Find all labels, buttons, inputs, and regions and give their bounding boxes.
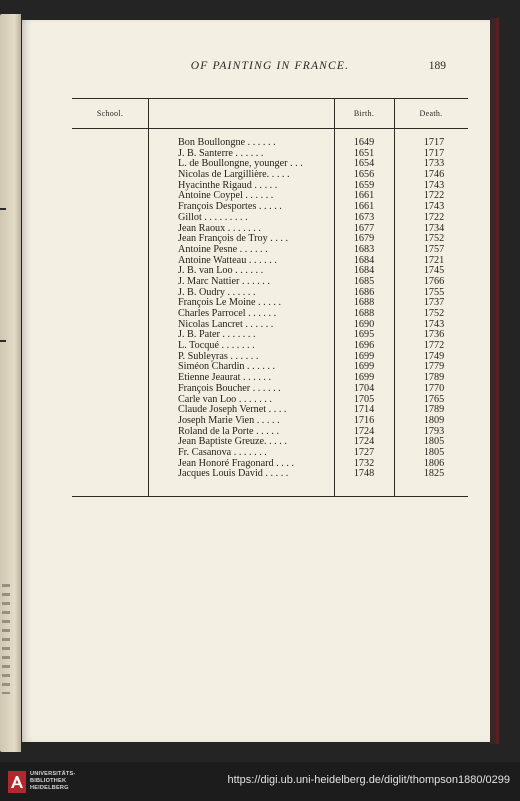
birth-year: 1684 [353,254,375,266]
birth-year: 1661 [353,190,375,202]
death-year: 1789 [423,404,445,416]
death-year: 1749 [423,350,445,362]
library-name-line: UNIVERSITÄTS- [30,771,76,777]
library-name-line: BIBLIOTHEK [30,778,67,784]
death-year: 1806 [423,457,445,469]
painter-name: Jean François de Troy . . . . [178,233,289,245]
painter-name: J. B. Pater . . . . . . . [178,329,256,341]
previous-page-edge [0,14,21,752]
death-year: 1793 [423,425,445,437]
death-year: 1722 [423,211,445,223]
birth-year: 1659 [353,179,375,191]
death-year: 1746 [423,169,445,181]
birth-year: 1714 [353,404,375,416]
death-year: 1745 [423,265,445,277]
column-header-death: Death. [419,109,443,118]
birth-year: 1704 [353,382,375,394]
painter-name: Jacques Louis David . . . . . [178,468,289,480]
birth-year: 1748 [353,468,375,480]
table-row [72,245,468,256]
table-row [72,256,468,267]
table-row [72,384,468,395]
birth-year: 1724 [353,425,375,437]
birth-year: 1705 [353,393,375,405]
painter-name: J. B. Oudry . . . . . . [178,286,256,298]
painter-name: François Desportes . . . . . [178,201,282,213]
death-year: 1717 [423,137,445,148]
birth-year: 1690 [353,318,375,330]
birth-year: 1686 [353,286,375,298]
university-library-logo-icon[interactable] [8,771,26,793]
death-year: 1733 [423,158,445,170]
birth-year: 1695 [353,329,375,341]
birth-year: 1685 [353,275,375,287]
death-year: 1721 [423,254,445,266]
painter-name: Charles Parrocel . . . . . . [178,308,277,319]
table-row [72,277,468,288]
death-year: 1752 [423,233,445,245]
painter-name: François Le Moine . . . . . [178,297,281,309]
table-row [72,469,468,480]
painter-name: Etienne Jeaurat . . . . . . [178,372,272,384]
death-year: 1737 [423,297,445,309]
table-row [72,213,468,224]
painter-name: François Boucher . . . . . . [178,382,281,394]
birth-year: 1699 [353,372,375,384]
painter-name: Antoine Watteau . . . . . . [178,254,277,266]
painter-name: Antoine Pesne . . . . . . [178,243,268,255]
death-year: 1770 [423,382,445,394]
birth-year: 1679 [353,233,375,245]
table-bottom-rule [72,496,468,497]
painter-name: P. Subleyras . . . . . . [178,350,259,362]
painter-name: Hyacinthe Rigaud . . . . . [178,179,278,191]
painter-name: Claude Joseph Vernet . . . . [178,404,287,416]
death-year: 1779 [423,361,445,373]
birth-year: 1724 [353,436,375,448]
birth-year: 1673 [353,211,375,223]
painter-name: Roland de la Porte . . . . . [178,425,280,437]
column-header-school: School. [96,109,124,118]
painter-name: Siméon Chardin . . . . . . [178,361,276,373]
painter-name: Antoine Coypel . . . . . . [178,190,274,202]
death-year: 1717 [423,147,445,159]
painter-name: L. Tocqué . . . . . . . [178,340,255,352]
table-row [72,320,468,331]
birth-year: 1688 [353,308,375,319]
page-header [72,60,468,78]
death-year: 1743 [423,201,445,213]
death-year: 1772 [423,340,445,352]
painter-name: Gillot . . . . . . . . . [178,211,248,223]
painter-name: Fr. Casanova . . . . . . . [178,446,267,458]
birth-year: 1688 [353,297,375,309]
birth-year: 1716 [353,414,375,426]
death-year: 1722 [423,190,445,202]
birth-year: 1732 [353,457,375,469]
table-row [72,330,468,341]
painter-name: L. de Boullongne, younger . . . [178,158,303,170]
death-year: 1809 [423,414,445,426]
birth-year: 1699 [353,350,375,362]
painter-name: J. B. van Loo . . . . . . [178,265,264,277]
painter-name: Nicolas de Largillière. . . . . [178,169,290,181]
painter-name: J. Marc Nattier . . . . . . [178,275,270,287]
table-row [72,416,468,427]
death-year: 1743 [423,179,445,191]
death-year: 1765 [423,393,445,405]
birth-year: 1649 [353,137,375,148]
birth-year: 1696 [353,340,375,352]
book-page [22,20,490,742]
painter-name: Joseph Marie Vien . . . . . [178,414,280,426]
column-header-birth: Birth. [353,109,375,118]
painter-name: Carle van Loo . . . . . . . [178,393,272,405]
library-name[interactable] [30,771,76,792]
birth-year: 1683 [353,243,375,255]
painter-name: Jean Raoux . . . . . . . [178,222,261,234]
death-year: 1752 [423,308,445,319]
death-year: 1766 [423,275,445,287]
birth-year: 1684 [353,265,375,277]
table-row [72,138,468,149]
table-top-rule [72,98,468,99]
viewer-footer [0,762,520,801]
death-year: 1755 [423,286,445,298]
painter-name: Bon Boullongne . . . . . . [178,137,276,148]
birth-year: 1654 [353,158,375,170]
birth-year: 1699 [353,361,375,373]
painter-name: Jean Honoré Fragonard . . . . [178,457,294,469]
table-row [72,341,468,352]
page-edge-print-bleed [2,584,10,694]
library-name-line: HEIDELBERG [30,785,69,791]
painter-name: J. B. Santerre . . . . . . [178,147,264,159]
table-row [72,266,468,277]
page-number: 189 [428,60,446,72]
page-edge-mark [0,340,6,342]
death-year: 1825 [423,468,445,480]
running-title: OF PAINTING IN FRANCE. [190,60,350,72]
birth-year: 1656 [353,169,375,181]
book-cover-binding [496,18,499,744]
birth-year: 1727 [353,446,375,458]
birth-year: 1677 [353,222,375,234]
table-body [72,138,468,480]
birth-year: 1661 [353,201,375,213]
death-year: 1734 [423,222,445,234]
painter-name: Jean Baptiste Greuze. . . . . [178,436,287,448]
table-row [72,202,468,213]
page-edge-mark [0,208,6,210]
death-year: 1743 [423,318,445,330]
table-row [72,437,468,448]
painters-table [72,78,468,498]
birth-year: 1651 [353,147,375,159]
death-year: 1789 [423,372,445,384]
table-header-rule [72,128,468,129]
death-year: 1757 [423,243,445,255]
table-row [72,234,468,245]
painter-name: Nicolas Lancret . . . . . . [178,318,274,330]
death-year: 1736 [423,329,445,341]
death-year: 1805 [423,446,445,458]
death-year: 1805 [423,436,445,448]
permalink-url[interactable]: https://digi.ub.uni-heidelberg.de/diglit/thompson1880/0299 [227,774,510,786]
